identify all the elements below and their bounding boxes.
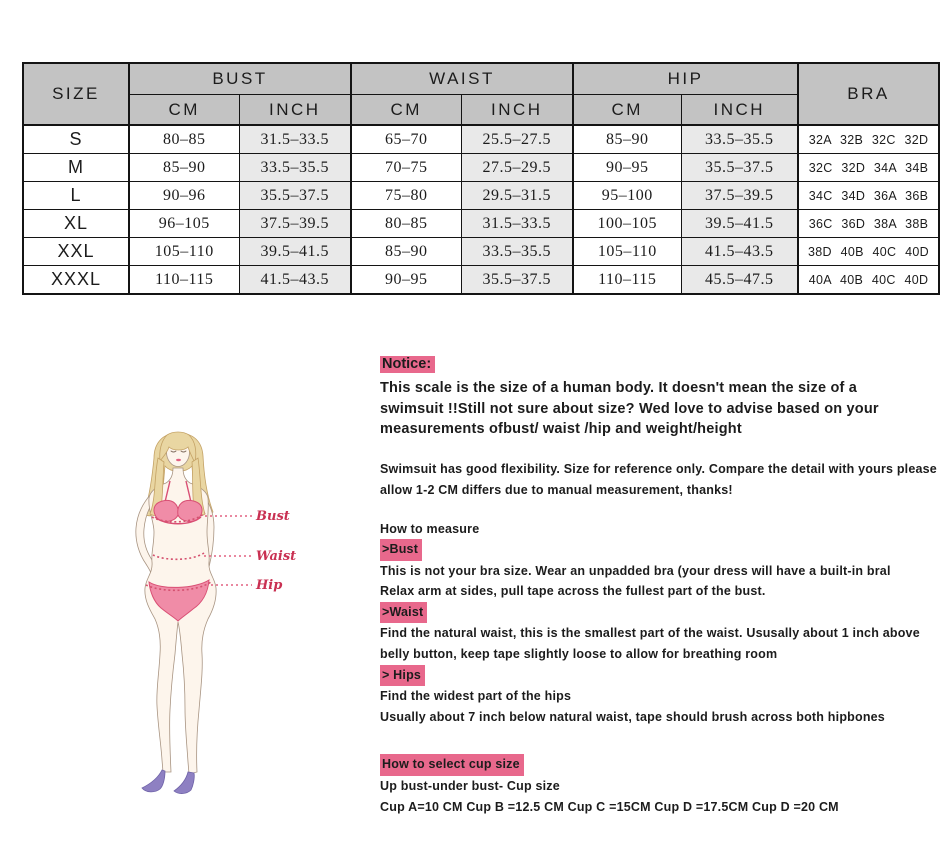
size-label: S (23, 125, 129, 154)
bust-cm-value: 80–85 (129, 125, 239, 154)
measurement-figure (105, 418, 355, 818)
waist-instruction-line: Find the natural waist, this is the smallest part of the waist. Ususally about 1 inch above (380, 626, 920, 641)
face-lips (176, 459, 181, 461)
how-to-measure-section (380, 519, 940, 728)
sizing-notes (380, 356, 940, 817)
bust-inch-value: 41.5–43.5 (239, 266, 351, 295)
hip-cm-value: 95–100 (573, 182, 681, 210)
size-label: XXL (23, 238, 129, 266)
bra-value: 38D 40B 40C 40D (798, 238, 939, 266)
how-to-measure-title: How to measure (380, 521, 480, 536)
waist-inch-value: 35.5–37.5 (461, 266, 573, 295)
hips-heading: > Hips (380, 665, 425, 687)
hip-cm-value: 85–90 (573, 125, 681, 154)
header-bust-cm: CM (129, 95, 239, 126)
bust-inch-value: 37.5–39.5 (239, 210, 351, 238)
header-hip-inch: INCH (681, 95, 798, 126)
bust-cm-value: 105–110 (129, 238, 239, 266)
header-waist: WAIST (351, 63, 573, 95)
waist-heading-row (380, 602, 940, 624)
header-bust: BUST (129, 63, 351, 95)
cup-line: Up bust-under bust- Cup size (380, 779, 560, 794)
hips-instruction-line: Find the widest part of the hips (380, 689, 572, 704)
waist-cm-value: 70–75 (351, 154, 461, 182)
cup-heading: How to select cup size (380, 754, 524, 776)
bust-inch-value: 35.5–37.5 (239, 182, 351, 210)
flexibility-line: allow 1-2 CM differs due to manual measurement, thanks! (380, 483, 733, 497)
header-hip: HIP (573, 63, 798, 95)
cup-heading-row (380, 754, 940, 776)
header-bust-inch: INCH (239, 95, 351, 126)
notice-line: This scale is the size of a human body. It doesn't mean the size of a (380, 380, 858, 396)
size-label: L (23, 182, 129, 210)
cup-size-section (380, 754, 940, 817)
bust-inch-value: 39.5–41.5 (239, 238, 351, 266)
bust-instruction-line: Relax arm at sides, pull tape across the fullest part of the bust. (380, 584, 766, 599)
cup-line: Cup A=10 CM Cup B =12.5 CM Cup C =15CM Cup D =17.5CM Cup D =20 CM (380, 799, 839, 814)
header-size: SIZE (23, 63, 129, 125)
flexibility-paragraph (380, 459, 940, 502)
bust-heading: >Bust (380, 539, 422, 561)
waist-inch-value: 27.5–29.5 (461, 154, 573, 182)
bra-value: 32C 32D 34A 34B (798, 154, 939, 182)
waist-inch-value: 25.5–27.5 (461, 125, 573, 154)
bra-value: 34C 34D 36A 36B (798, 182, 939, 210)
bust-heading-row (380, 539, 940, 561)
table-row (23, 154, 939, 182)
waist-cm-value: 75–80 (351, 182, 461, 210)
hip-inch-value: 37.5–39.5 (681, 182, 798, 210)
hip-cm-value: 110–115 (573, 266, 681, 295)
table-row (23, 238, 939, 266)
hip-inch-value: 41.5–43.5 (681, 238, 798, 266)
bust-cm-value: 90–96 (129, 182, 239, 210)
waist-heading: >Waist (380, 602, 427, 624)
bust-label: Bust (256, 509, 290, 524)
waist-cm-value: 90–95 (351, 266, 461, 295)
waist-inch-value: 29.5–31.5 (461, 182, 573, 210)
right-shoe (174, 772, 194, 794)
header-hip-cm: CM (573, 95, 681, 126)
notice-heading-row (380, 356, 940, 373)
woman-sketch-illustration (105, 418, 355, 818)
size-table (22, 62, 940, 295)
waist-label: Waist (256, 549, 297, 564)
hip-cm-value: 105–110 (573, 238, 681, 266)
notice-paragraph (380, 378, 940, 440)
hip-cm-value: 100–105 (573, 210, 681, 238)
bust-inch-value: 31.5–33.5 (239, 125, 351, 154)
waist-inch-value: 33.5–35.5 (461, 238, 573, 266)
hip-inch-value: 39.5–41.5 (681, 210, 798, 238)
bust-cm-value: 85–90 (129, 154, 239, 182)
table-row (23, 266, 939, 295)
waist-inch-value: 31.5–33.5 (461, 210, 573, 238)
bust-inch-value: 33.5–35.5 (239, 154, 351, 182)
header-bra: BRA (798, 63, 939, 125)
notice-line: swimsuit !!Still not sure about size? Wed love to advise based on your (380, 400, 879, 417)
notice-heading: Notice: (380, 356, 435, 373)
notice-line: measurements ofbust/ waist /hip and weight/height (380, 421, 742, 437)
waist-cm-value: 65–70 (351, 125, 461, 154)
waist-cm-value: 80–85 (351, 210, 461, 238)
size-label: M (23, 154, 129, 182)
bra-value: 32A 32B 32C 32D (798, 125, 939, 154)
bust-cm-value: 110–115 (129, 266, 239, 295)
left-shoe (142, 770, 165, 792)
table-row (23, 182, 939, 210)
bra-value: 40A 40B 40C 40D (798, 266, 939, 295)
hip-inch-value: 45.5–47.5 (681, 266, 798, 295)
waist-instruction-line: belly button, keep tape slightly loose to allow for breathing room (380, 647, 778, 662)
hip-label: Hip (256, 578, 283, 593)
size-label: XXXL (23, 266, 129, 295)
bra-value: 36C 36D 38A 38B (798, 210, 939, 238)
table-row (23, 125, 939, 154)
flexibility-line: Swimsuit has good flexibility. Size for reference only. Compare the detail with yours please (380, 461, 937, 476)
hip-cm-value: 90–95 (573, 154, 681, 182)
bust-cm-value: 96–105 (129, 210, 239, 238)
hips-heading-row (380, 665, 940, 687)
size-label: XL (23, 210, 129, 238)
header-waist-inch: INCH (461, 95, 573, 126)
hip-inch-value: 33.5–35.5 (681, 125, 798, 154)
hip-inch-value: 35.5–37.5 (681, 154, 798, 182)
bust-instruction-line: This is not your bra size. Wear an unpadded bra (your dress will have a built-in bral (380, 563, 891, 578)
waist-cm-value: 85–90 (351, 238, 461, 266)
hips-instruction-line: Usually about 7 inch below natural waist, tape should brush across both hipbones (380, 709, 885, 724)
header-waist-cm: CM (351, 95, 461, 126)
table-row (23, 210, 939, 238)
